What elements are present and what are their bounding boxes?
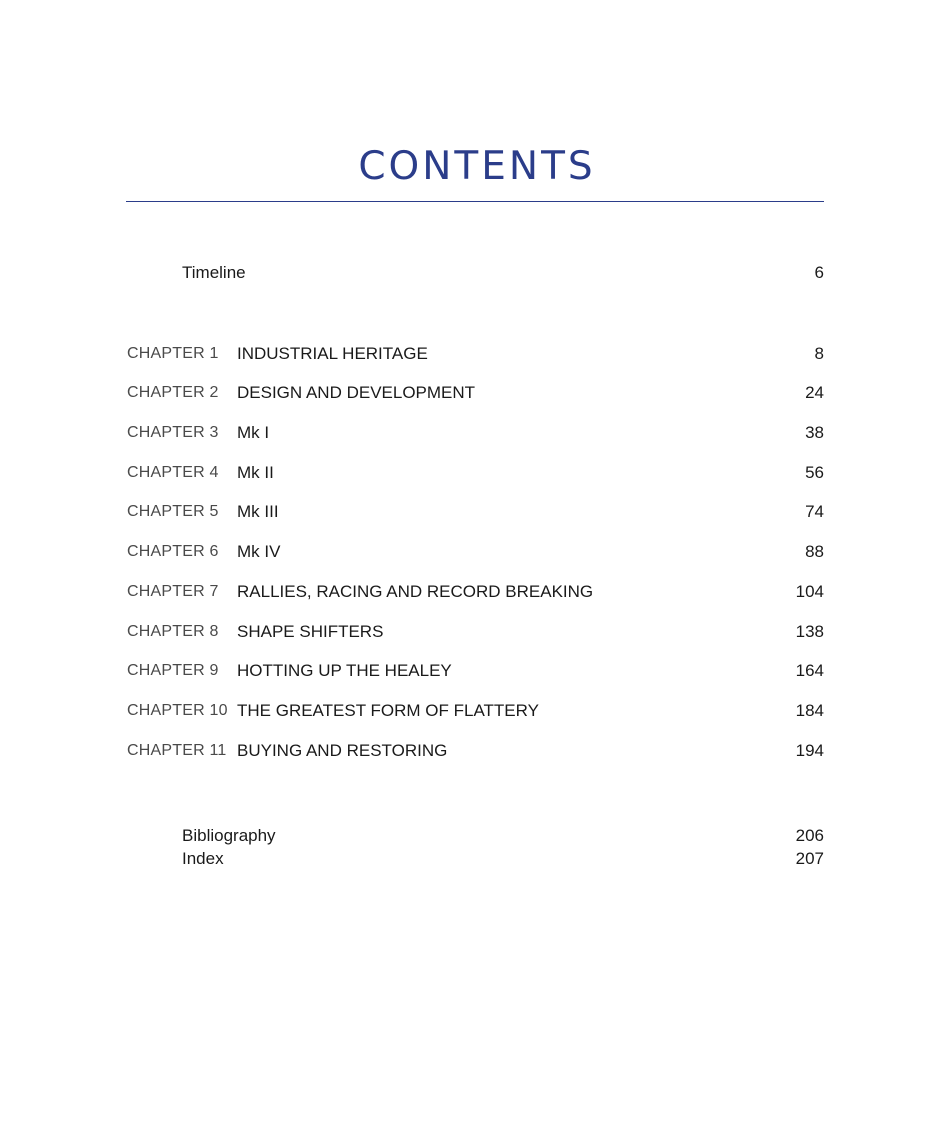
chapter-number: CHAPTER 2 [127,384,219,401]
title-divider [126,201,824,202]
chapter-page-number: 104 [795,582,824,601]
toc-entry-timeline[interactable] [0,261,930,285]
entry-label: Index [182,849,224,868]
chapter-number: CHAPTER 11 [127,742,227,759]
chapter-row[interactable] [0,342,930,366]
chapter-page-number: 38 [805,423,824,442]
chapter-title: DESIGN AND DEVELOPMENT [237,383,476,402]
chapter-title: Mk III [237,502,279,521]
entry-label: Bibliography [182,826,276,845]
entry-page-number: 207 [795,849,824,868]
chapter-title: RALLIES, RACING AND RECORD BREAKING [237,582,594,601]
entry-page-number: 6 [814,263,824,282]
toc-entry-bibliography[interactable] [0,824,930,847]
chapter-row[interactable] [0,500,930,524]
chapter-row[interactable] [0,540,930,564]
page-title: CONTENTS [358,144,596,189]
chapter-row[interactable] [0,739,930,763]
chapter-number: CHAPTER 10 [127,702,228,719]
chapter-page-number: 138 [795,622,824,641]
chapter-page-number: 88 [805,542,824,561]
chapter-title: THE GREATEST FORM OF FLATTERY [237,701,539,720]
chapter-page-number: 8 [814,344,824,363]
chapter-row[interactable] [0,580,930,604]
chapter-number: CHAPTER 7 [127,583,219,600]
chapter-title: Mk I [237,423,270,442]
chapter-page-number: 56 [805,463,824,482]
chapter-number: CHAPTER 5 [127,503,219,520]
chapter-page-number: 184 [795,701,824,720]
chapter-row[interactable] [0,421,930,445]
chapter-title: HOTTING UP THE HEALEY [237,661,452,680]
chapter-title: Mk IV [237,542,281,561]
chapter-row[interactable] [0,620,930,644]
chapter-title: SHAPE SHIFTERS [237,622,384,641]
chapter-number: CHAPTER 3 [127,424,219,441]
chapter-row[interactable] [0,699,930,723]
toc-entry-index[interactable] [0,847,930,870]
chapter-page-number: 194 [795,741,824,760]
chapter-row[interactable] [0,659,930,683]
chapter-number: CHAPTER 1 [127,345,219,362]
chapter-number: CHAPTER 9 [127,662,219,679]
entry-label: Timeline [182,263,246,282]
entry-page-number: 206 [795,826,824,845]
chapter-number: CHAPTER 4 [127,464,219,481]
chapter-row[interactable] [0,381,930,405]
chapter-title: INDUSTRIAL HERITAGE [237,344,428,363]
chapter-title: BUYING AND RESTORING [237,741,448,760]
chapter-number: CHAPTER 6 [127,543,219,560]
chapter-page-number: 164 [795,661,824,680]
chapter-page-number: 24 [805,383,824,402]
chapter-page-number: 74 [805,502,824,521]
chapter-row[interactable] [0,461,930,485]
chapter-number: CHAPTER 8 [127,623,219,640]
chapter-title: Mk II [237,463,274,482]
